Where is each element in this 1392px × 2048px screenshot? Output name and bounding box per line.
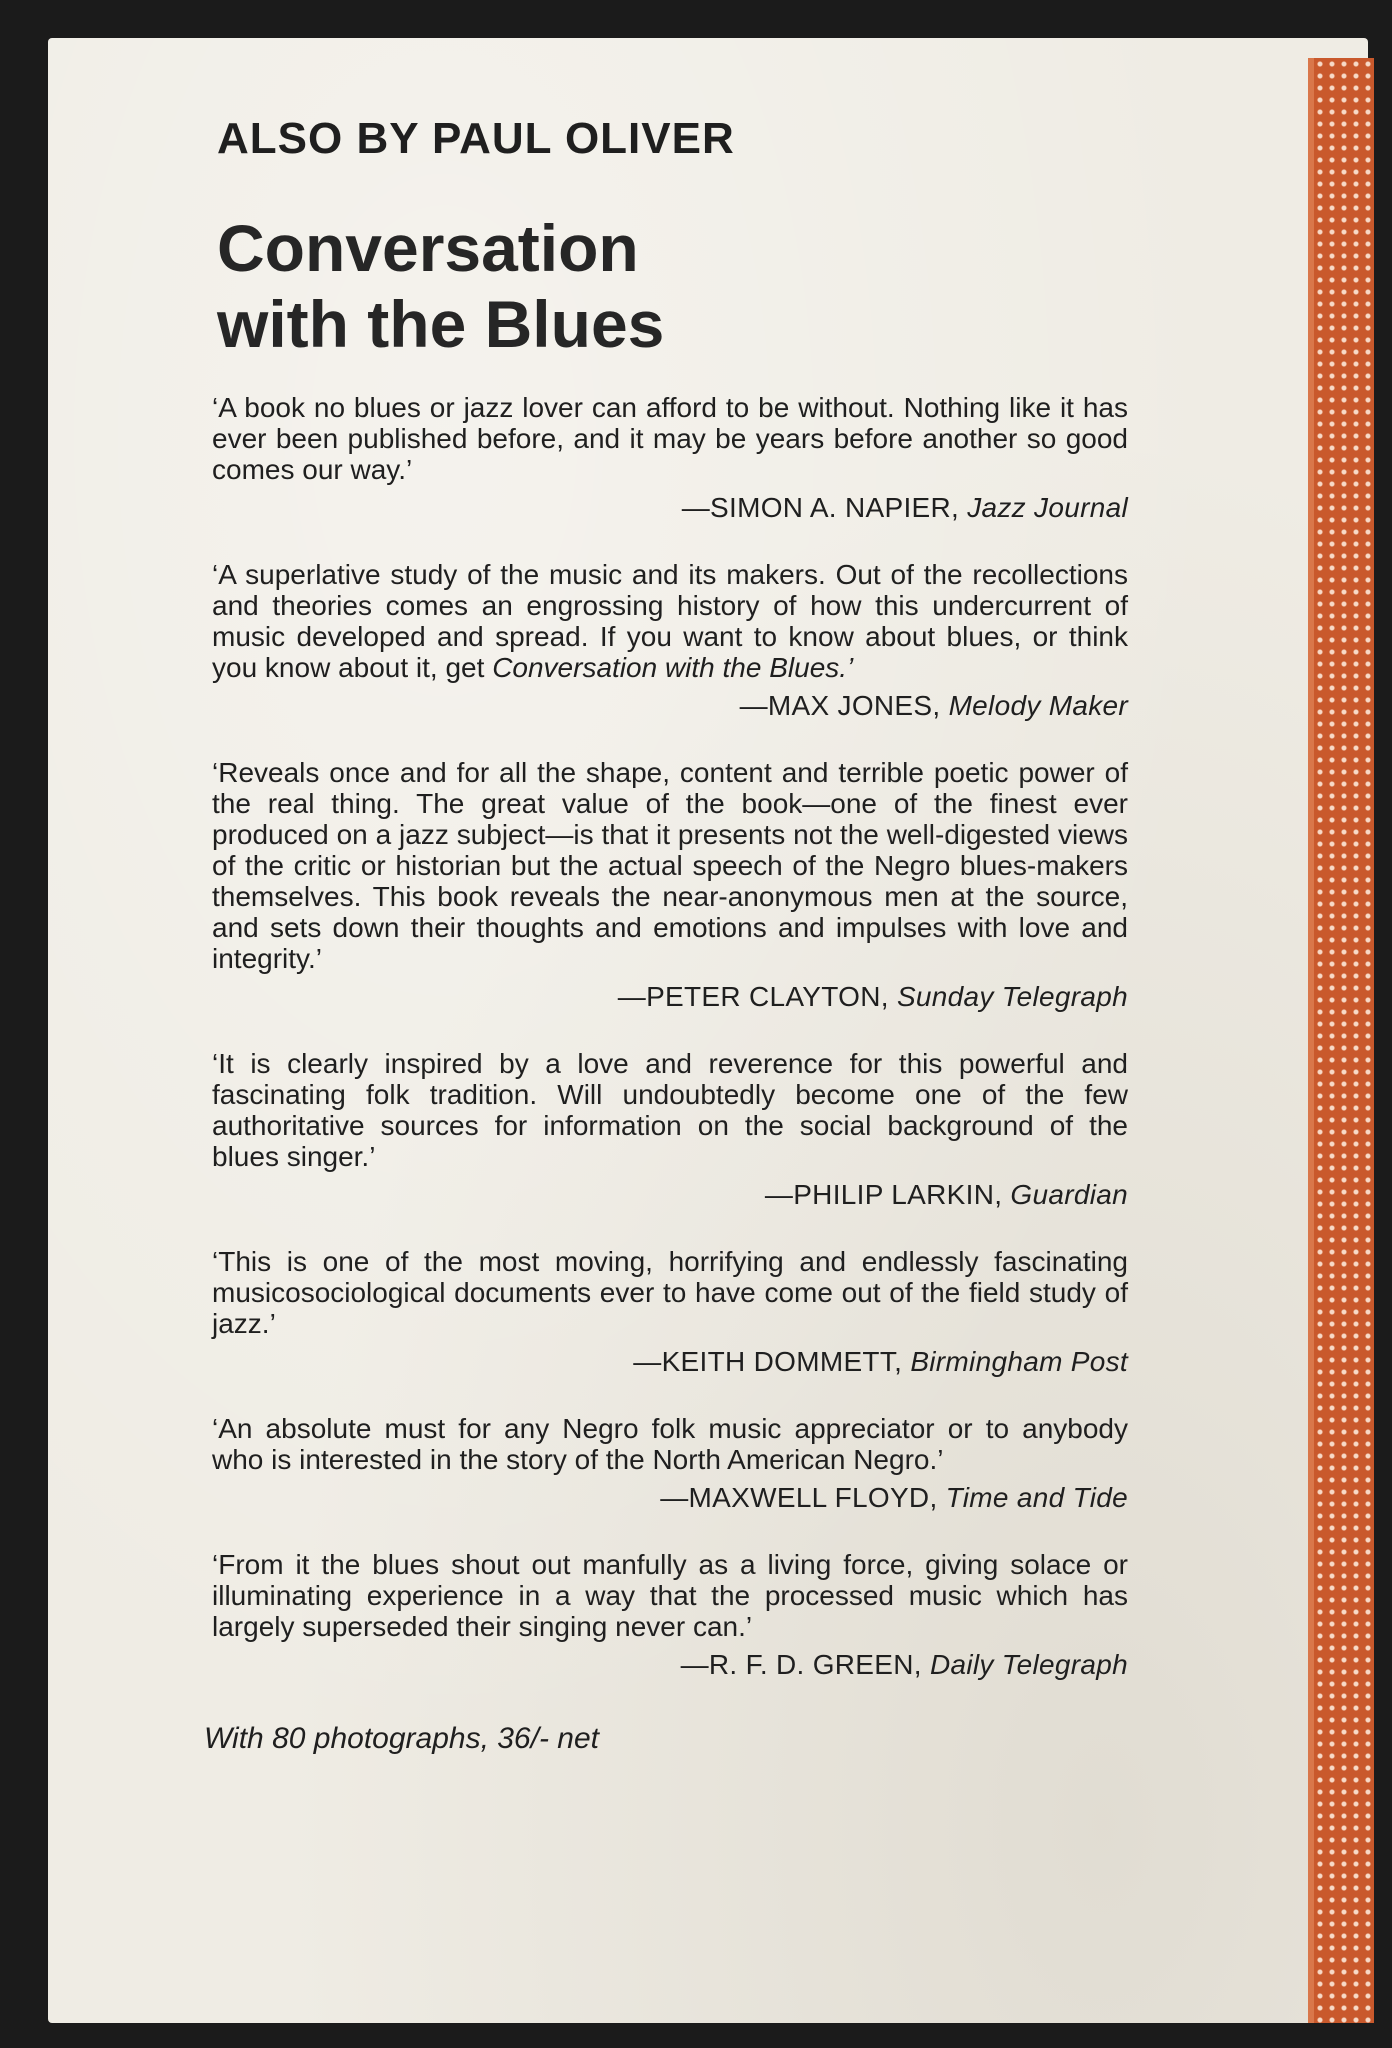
- review-author: —PHILIP LARKIN,: [764, 1179, 1003, 1210]
- review-item: [200, 1246, 1128, 1379]
- review-attribution: [200, 689, 1128, 723]
- review-publication: Jazz Journal: [967, 492, 1128, 523]
- review-attribution: [200, 1481, 1128, 1515]
- review-author: —MAX JONES,: [739, 690, 941, 721]
- review-quote-book-title: Conversation with the Blues.’: [492, 652, 854, 683]
- review-attribution: [200, 491, 1128, 525]
- review-publication: Birmingham Post: [910, 1346, 1128, 1377]
- review-item: [200, 1549, 1128, 1682]
- also-by-heading: ALSO BY PAUL OLIVER: [217, 114, 735, 163]
- review-quote: ‘This is one of the most moving, horrifying and endlessly fascinating musicosociological documents ever to have come out of the field study of jazz.’: [212, 1246, 1128, 1339]
- book-title: [217, 210, 1128, 362]
- book-title-line-2: with the Blues: [217, 287, 665, 361]
- review-author: —MAXWELL FLOYD,: [660, 1482, 938, 1513]
- review-author: —KEITH DOMMETT,: [633, 1346, 903, 1377]
- review-quote-text: ‘A superlative study of the music and its makers. Out of the recollections and theories comes an engrossing history of how this undercurrent of music developed and spread. If you want to know about blues, or think you know about it, get: [212, 559, 1128, 683]
- review-attribution: [200, 980, 1128, 1014]
- review-attribution: [200, 1648, 1128, 1682]
- review-quote: [212, 559, 1128, 683]
- cover-content: [200, 100, 1128, 1756]
- review-author: —PETER CLAYTON,: [617, 981, 889, 1012]
- review-attribution: [200, 1345, 1128, 1379]
- book-spine-pattern: [1308, 58, 1374, 2023]
- review-quote: ‘Reveals once and for all the shape, content and terrible poetic power of the real thing. The great value of the book—one of the finest ever produced on a jazz subject—is that it presents not the well-digested views of the critic or historian but the actual speech of the Negro blues-makers themselves. This book reveals the near-anonymous men at the source, and sets down their thoughts and emotions and impulses with love and integrity.’: [212, 757, 1128, 974]
- review-item: [200, 1048, 1128, 1212]
- review-item: [200, 559, 1128, 723]
- review-author: —R. F. D. GREEN,: [680, 1649, 922, 1680]
- review-quote: ‘A book no blues or jazz lover can afford to be without. Nothing like it has ever been published before, and it may be years before another so good comes our way.’: [212, 392, 1128, 485]
- review-attribution: [200, 1178, 1128, 1212]
- review-author: —SIMON A. NAPIER,: [681, 492, 960, 523]
- review-quote: ‘From it the blues shout out manfully as a living force, giving solace or illuminating experience in a way that the processed music which has largely superseded their singing never can.’: [212, 1549, 1128, 1642]
- review-item: [200, 392, 1128, 525]
- review-item: [200, 1413, 1128, 1515]
- review-publication: Time and Tide: [945, 1482, 1128, 1513]
- review-quote: ‘An absolute must for any Negro folk music appreciator or to anybody who is interested in the story of the North American Negro.’: [212, 1413, 1128, 1475]
- book-title-line-1: Conversation: [217, 211, 639, 285]
- review-publication: Daily Telegraph: [929, 1649, 1128, 1680]
- review-item: [200, 757, 1128, 1014]
- review-publication: Sunday Telegraph: [896, 981, 1128, 1012]
- price-note: With 80 photographs, 36/- net: [204, 1722, 599, 1755]
- review-publication: Guardian: [1010, 1179, 1128, 1210]
- review-quote: ‘It is clearly inspired by a love and reverence for this powerful and fascinating folk tradition. Will undoubtedly become one of the few authoritative sources for information on the social background of the blues singer.’: [212, 1048, 1128, 1172]
- review-publication: Melody Maker: [948, 690, 1128, 721]
- review-list: [200, 392, 1128, 1682]
